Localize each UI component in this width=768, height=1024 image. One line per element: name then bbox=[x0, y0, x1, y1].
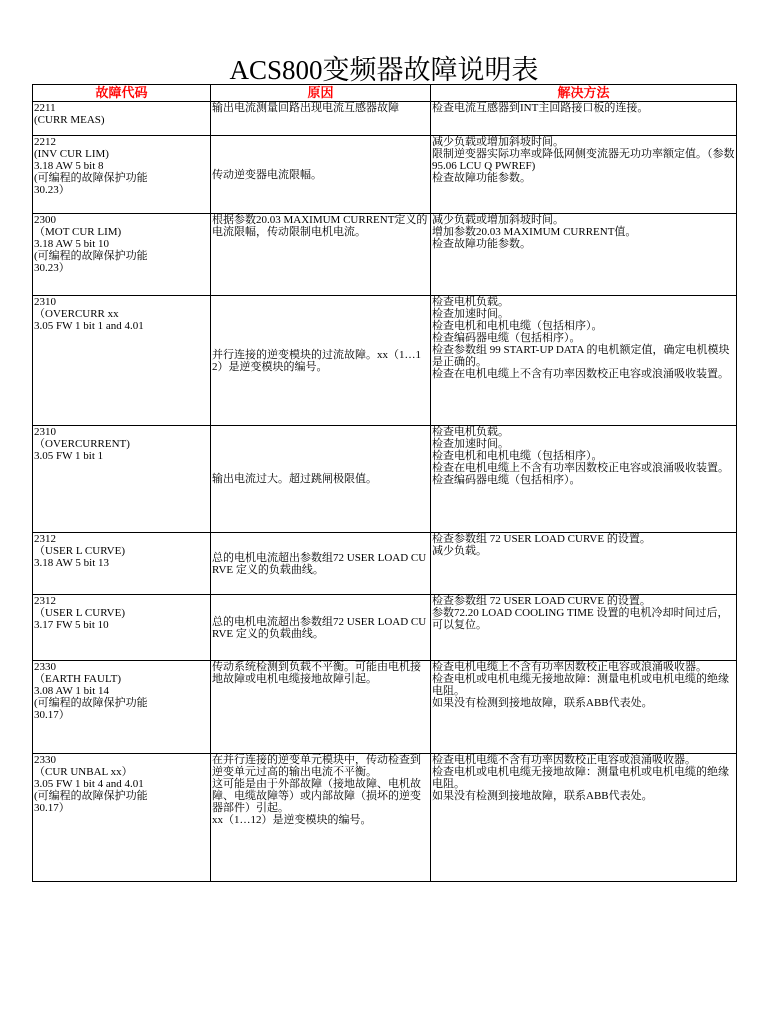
fault-solution: 检查电机负载。 检查加速时间。 检查电机和电机电缆（包括相序）。 检查编码器电缆（包括相序）。 检查参数组 99 START-UP DATA 的电机额定值，确定电机模块是正确的。 检查在电机电缆上不含有功率因数校正电容或浪涌吸收装置。 bbox=[431, 296, 737, 426]
fault-solution: 检查参数组 72 USER LOAD CURVE 的设置。 参数72.20 LOAD COOLING TIME 设置的电机冷却时间过后，可以复位。 bbox=[431, 595, 737, 661]
fault-code: 2330 （CUR UNBAL xx） 3.05 FW 1 bit 4 and 4.01 (可编程的故障保护功能 30.17） bbox=[33, 754, 211, 882]
fault-code: 2312 （USER L CURVE) 3.18 AW 5 bit 13 bbox=[33, 533, 211, 595]
header-cause: 原因 bbox=[211, 85, 431, 102]
table-row bbox=[33, 595, 737, 661]
fault-code: 2312 （USER L CURVE) 3.17 FW 5 bit 10 bbox=[33, 595, 211, 661]
table-row bbox=[33, 136, 737, 214]
fault-code: 2330 （EARTH FAULT) 3.08 AW 1 bit 14 (可编程的故障保护功能 30.17） bbox=[33, 661, 211, 754]
table-row bbox=[33, 426, 737, 533]
fault-code: 2300 （MOT CUR LIM) 3.18 AW 5 bit 10 (可编程的故障保护功能 30.23） bbox=[33, 214, 211, 296]
fault-cause: 并行连接的逆变模块的过流故障。xx（1…12）是逆变模块的编号。 bbox=[211, 296, 431, 426]
fault-cause: 总的电机电流超出参数组72 USER LOAD CURVE 定义的负载曲线。 bbox=[211, 533, 431, 595]
fault-cause: 输出电流过大。超过跳闸极限值。 bbox=[211, 426, 431, 533]
fault-code: 2212 (INV CUR LIM) 3.18 AW 5 bit 8 (可编程的故障保护功能 30.23） bbox=[33, 136, 211, 214]
table-row bbox=[33, 754, 737, 882]
fault-code: 2310 （OVERCURRENT) 3.05 FW 1 bit 1 bbox=[33, 426, 211, 533]
fault-cause: 传动逆变器电流限幅。 bbox=[211, 136, 431, 214]
fault-solution: 检查电机电缆不含有功率因数校正电容或浪涌吸收器。 检查电机或电机电缆无接地故障：测量电机或电机电缆的绝缘电阻。 如果没有检测到接地故障，联系ABB代表处。 bbox=[431, 754, 737, 882]
document-title: ACS800变频器故障说明表 bbox=[229, 55, 539, 85]
fault-solution: 检查参数组 72 USER LOAD CURVE 的设置。 减少负载。 bbox=[431, 533, 737, 595]
table-row bbox=[33, 296, 737, 426]
fault-cause: 输出电流测量回路出现电流互感器故障 bbox=[211, 102, 431, 136]
table-row bbox=[33, 102, 737, 136]
header-solution: 解决方法 bbox=[431, 85, 737, 102]
table-row bbox=[33, 214, 737, 296]
fault-cause: 总的电机电流超出参数组72 USER LOAD CURVE 定义的负载曲线。 bbox=[211, 595, 431, 661]
header-row bbox=[33, 85, 737, 102]
fault-code: 2211 (CURR MEAS) bbox=[33, 102, 211, 136]
fault-solution: 减少负载或增加斜坡时间。 限制逆变器实际功率或降低网侧变流器无功功率额定值。（参数95.06 LCU Q PWREF) 检查故障功能参数。 bbox=[431, 136, 737, 214]
table-row bbox=[33, 661, 737, 754]
fault-solution: 检查电流互感器到INT主回路接口板的连接。 bbox=[431, 102, 737, 136]
fault-table bbox=[32, 84, 737, 882]
fault-solution: 检查电机电缆上不含有功率因数校正电容或浪涌吸收器。 检查电机或电机电缆无接地故障：测量电机或电机电缆的绝缘电阻。 如果没有检测到接地故障，联系ABB代表处。 bbox=[431, 661, 737, 754]
fault-solution: 减少负载或增加斜坡时间。 增加参数20.03 MAXIMUM CURRENT值。 检查故障功能参数。 bbox=[431, 214, 737, 296]
table-row bbox=[33, 533, 737, 595]
fault-cause: 在并行连接的逆变单元模块中，传动检查到逆变单元过高的输出电流不平衡。 这可能是由于外部故障（接地故障、电机故障、电缆故障等）或内部故障（损坏的逆变器部件）引起。 xx（1…12）是逆变模块的编号。 bbox=[211, 754, 431, 882]
fault-cause: 传动系统检测到负载不平衡。可能由电机接地故障或电机电缆接地故障引起。 bbox=[211, 661, 431, 754]
fault-solution: 检查电机负载。 检查加速时间。 检查电机和电机电缆（包括相序）。 检查在电机电缆上不含有功率因数校正电容或浪涌吸收装置。 检查编码器电缆（包括相序）。 bbox=[431, 426, 737, 533]
fault-cause: 根据参数20.03 MAXIMUM CURRENT定义的电流限幅，传动限制电机电流。 bbox=[211, 214, 431, 296]
fault-code: 2310 （OVERCURR xx 3.05 FW 1 bit 1 and 4.01 bbox=[33, 296, 211, 426]
header-code: 故障代码 bbox=[33, 85, 211, 102]
